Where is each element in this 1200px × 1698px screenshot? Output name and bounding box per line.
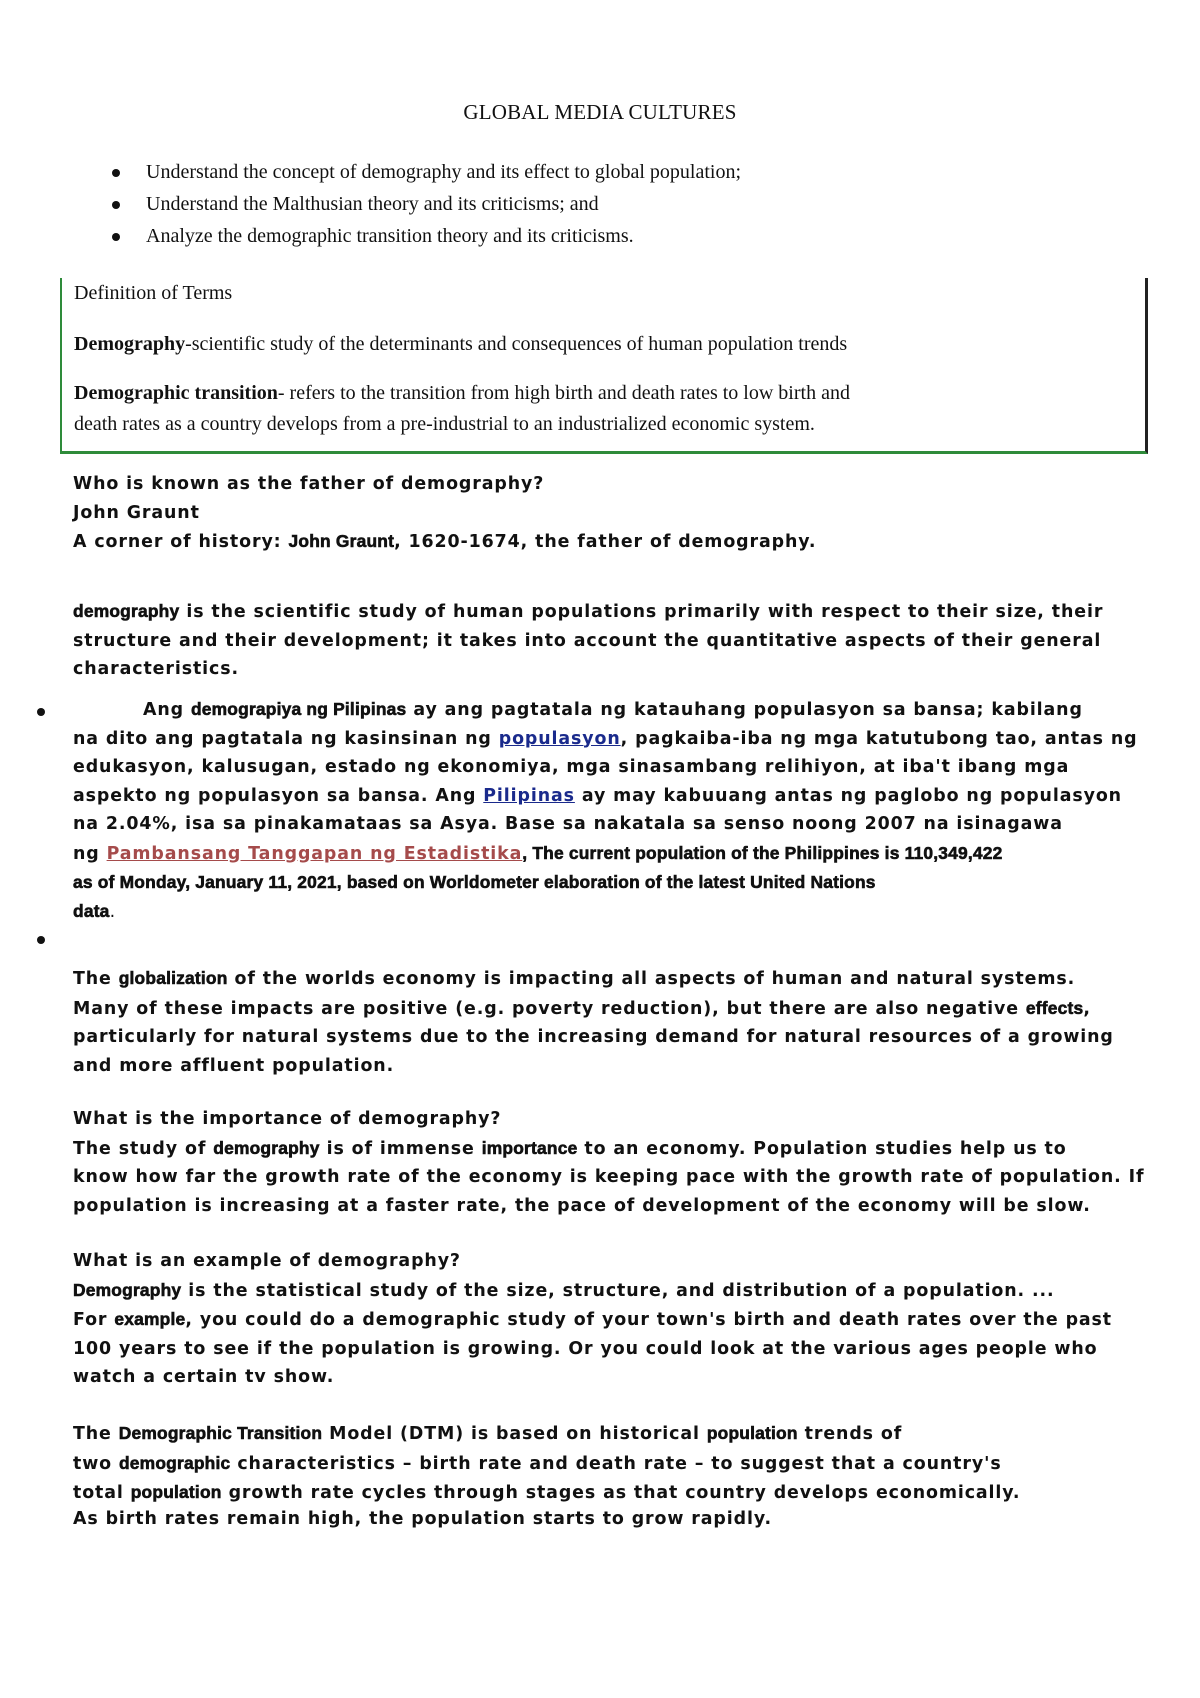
text-line [73, 964, 1183, 994]
text-span: The [73, 1424, 119, 1444]
text-span: ng [73, 843, 107, 864]
definition-text: - refers to the transition from high birth and death rates to low birth and [277, 382, 850, 404]
text-span: , The current population of the Philippines is 110,349,422 [522, 842, 1003, 863]
text-span: A corner of history: [73, 532, 289, 552]
page-title: GLOBAL MEDIA CULTURES [463, 100, 737, 124]
father-corner [73, 527, 1183, 557]
text-line: population is increasing at a faster rate, the pace of development of the economy will be slow. [73, 1195, 1091, 1216]
text-span: The study of [73, 1138, 214, 1159]
globalization-paragraph [73, 964, 1183, 1080]
text-line: and more affluent population. [73, 1055, 395, 1076]
text-line [73, 1478, 1183, 1508]
text-span: population [130, 1482, 222, 1502]
term-label: Demographic transition [74, 382, 278, 404]
text-span: data [73, 900, 110, 921]
text-line: particularly for natural systems due to the increasing demand for natural resources of a growing [73, 1027, 1114, 1047]
text-span: , you could do a demographic study of your town's birth and death rates over the past [185, 1310, 1113, 1330]
pilipinas-link[interactable]: Pilipinas [483, 785, 575, 806]
example-question: What is an example of demography? [73, 1251, 461, 1271]
definition-transition [74, 382, 850, 405]
text-span: demography [213, 1137, 320, 1158]
definition-text: -scientific study of the determinants and consequences of human population trends [185, 333, 848, 355]
objectives-list [110, 156, 741, 252]
text-span: total [73, 1483, 131, 1503]
estadistika-link[interactable]: Pambansang Tanggapan ng Estadistika [106, 843, 523, 864]
text-line: na 2.04%, isa sa pinakamataas sa Asya. Base sa nakatala sa senso noong 2007 na isinagawa [73, 814, 1063, 834]
demography-paragraph [73, 597, 1183, 684]
text-span: , pagkaiba-iba ng mga katutubong tao, antas ng [620, 728, 1138, 749]
text-line [73, 1419, 1183, 1449]
text-span: demograpiya ng Pilipinas [190, 699, 407, 719]
list-item: Analyze the demographic transition theory and its criticisms. [110, 220, 741, 252]
father-section [73, 470, 1183, 557]
text-span: importance [481, 1137, 578, 1158]
text-span: . [109, 901, 116, 922]
text-span: For [73, 1310, 115, 1330]
father-answer: John Graunt [73, 502, 200, 523]
text-line [73, 1276, 1183, 1306]
text-line [73, 782, 1183, 811]
definition-demography [74, 333, 847, 356]
example-section [73, 1247, 1183, 1392]
text-span: is the statistical study of the size, structure, and distribution of a population. ... [181, 1280, 1055, 1301]
text-span: ay may kabuuang antas ng paglobo ng populasyon [574, 785, 1122, 806]
text-line [73, 1134, 1183, 1164]
text-line: characteristics. [73, 659, 239, 679]
text-line: edukasyon, kalusugan, estado ng ekonomiya, mga sinasambang relihiyon, at iba't ibang mga [73, 757, 1070, 777]
importance-section [73, 1105, 1183, 1220]
text-line: As birth rates remain high, the population starts to grow rapidly. [73, 1508, 772, 1529]
filipino-paragraph [73, 695, 1183, 926]
text-span: Many of these impacts are positive (e.g. poverty reduction), but there are also negative [73, 998, 1026, 1019]
definition-transition-cont: death rates as a country develops from a pre-industrial to an industrialized economic system. [74, 413, 815, 435]
text-span: globalization [118, 968, 228, 988]
text-line [73, 597, 1183, 627]
text-span: of the worlds economy is impacting all aspects of human and natural systems. [227, 969, 1076, 989]
text-span: demography [73, 601, 180, 621]
text-span: Demography [73, 1279, 182, 1300]
text-span: population [706, 1423, 798, 1443]
text-span: , [1083, 998, 1091, 1019]
text-line [73, 994, 1183, 1024]
text-line: structure and their development; it takes into account the quantitative aspects of their general [73, 630, 1102, 651]
text-span: ay ang pagtatala ng katauhang populasyon sa bansa; kabilang [406, 700, 1083, 720]
bullet-icon [37, 708, 45, 716]
text-span: effects [1025, 997, 1084, 1018]
dtm-section [73, 1419, 1183, 1530]
text-span: Model (DTM) is based on historical [322, 1424, 707, 1444]
text-span: na dito ang pagtatala ng kasinsinan ng [73, 728, 499, 749]
text-span: Ang [143, 700, 191, 720]
text-line: as of Monday, January 11, 2021, based on Worldometer elaboration of the latest United Nations [73, 872, 876, 892]
text-line [73, 1305, 1183, 1335]
text-span: demographic [118, 1452, 231, 1473]
text-line: watch a certain tv show. [73, 1367, 335, 1387]
father-question: Who is known as the father of demography? [73, 474, 545, 494]
list-item: Understand the Malthusian theory and its criticisms; and [110, 188, 741, 220]
importance-question: What is the importance of demography? [73, 1109, 502, 1129]
text-line [73, 725, 1183, 754]
text-line: know how far the growth rate of the economy is keeping pace with the growth rate of population. If [73, 1167, 1145, 1187]
text-line: 100 years to see if the population is growing. Or you could look at the various ages people who [73, 1338, 1098, 1359]
text-line [73, 695, 1183, 725]
text-span: The [73, 969, 119, 989]
text-line [73, 897, 1183, 927]
text-span: trends of [797, 1424, 903, 1444]
bullet-icon [37, 936, 45, 944]
text-line [73, 1449, 1183, 1479]
text-span: example [114, 1309, 186, 1329]
text-line [73, 839, 1183, 869]
populasyon-link[interactable]: populasyon [498, 728, 621, 749]
text-span: growth rate cycles through stages as that country develops economically. [221, 1483, 1021, 1503]
text-span: characteristics – birth rate and death rate – to suggest that a country's [230, 1453, 1002, 1474]
text-span: , 1620-1674, the father of demography. [394, 532, 817, 552]
text-span: two [73, 1453, 119, 1474]
text-span: is of immense [319, 1138, 482, 1159]
definition-heading: Definition of Terms [74, 282, 233, 304]
text-span: aspekto ng populasyon sa bansa. Ang [73, 785, 484, 806]
text-span: to an economy. Population studies help us to [577, 1138, 1067, 1159]
list-item: Understand the concept of demography and its effect to global population; [110, 156, 741, 188]
text-span: John Graunt [288, 531, 395, 551]
text-span: is the scientific study of human populations primarily with respect to their size, their [179, 602, 1104, 622]
definition-box [60, 278, 1148, 454]
text-span: Demographic Transition [118, 1423, 323, 1443]
term-label: Demography [74, 333, 186, 355]
